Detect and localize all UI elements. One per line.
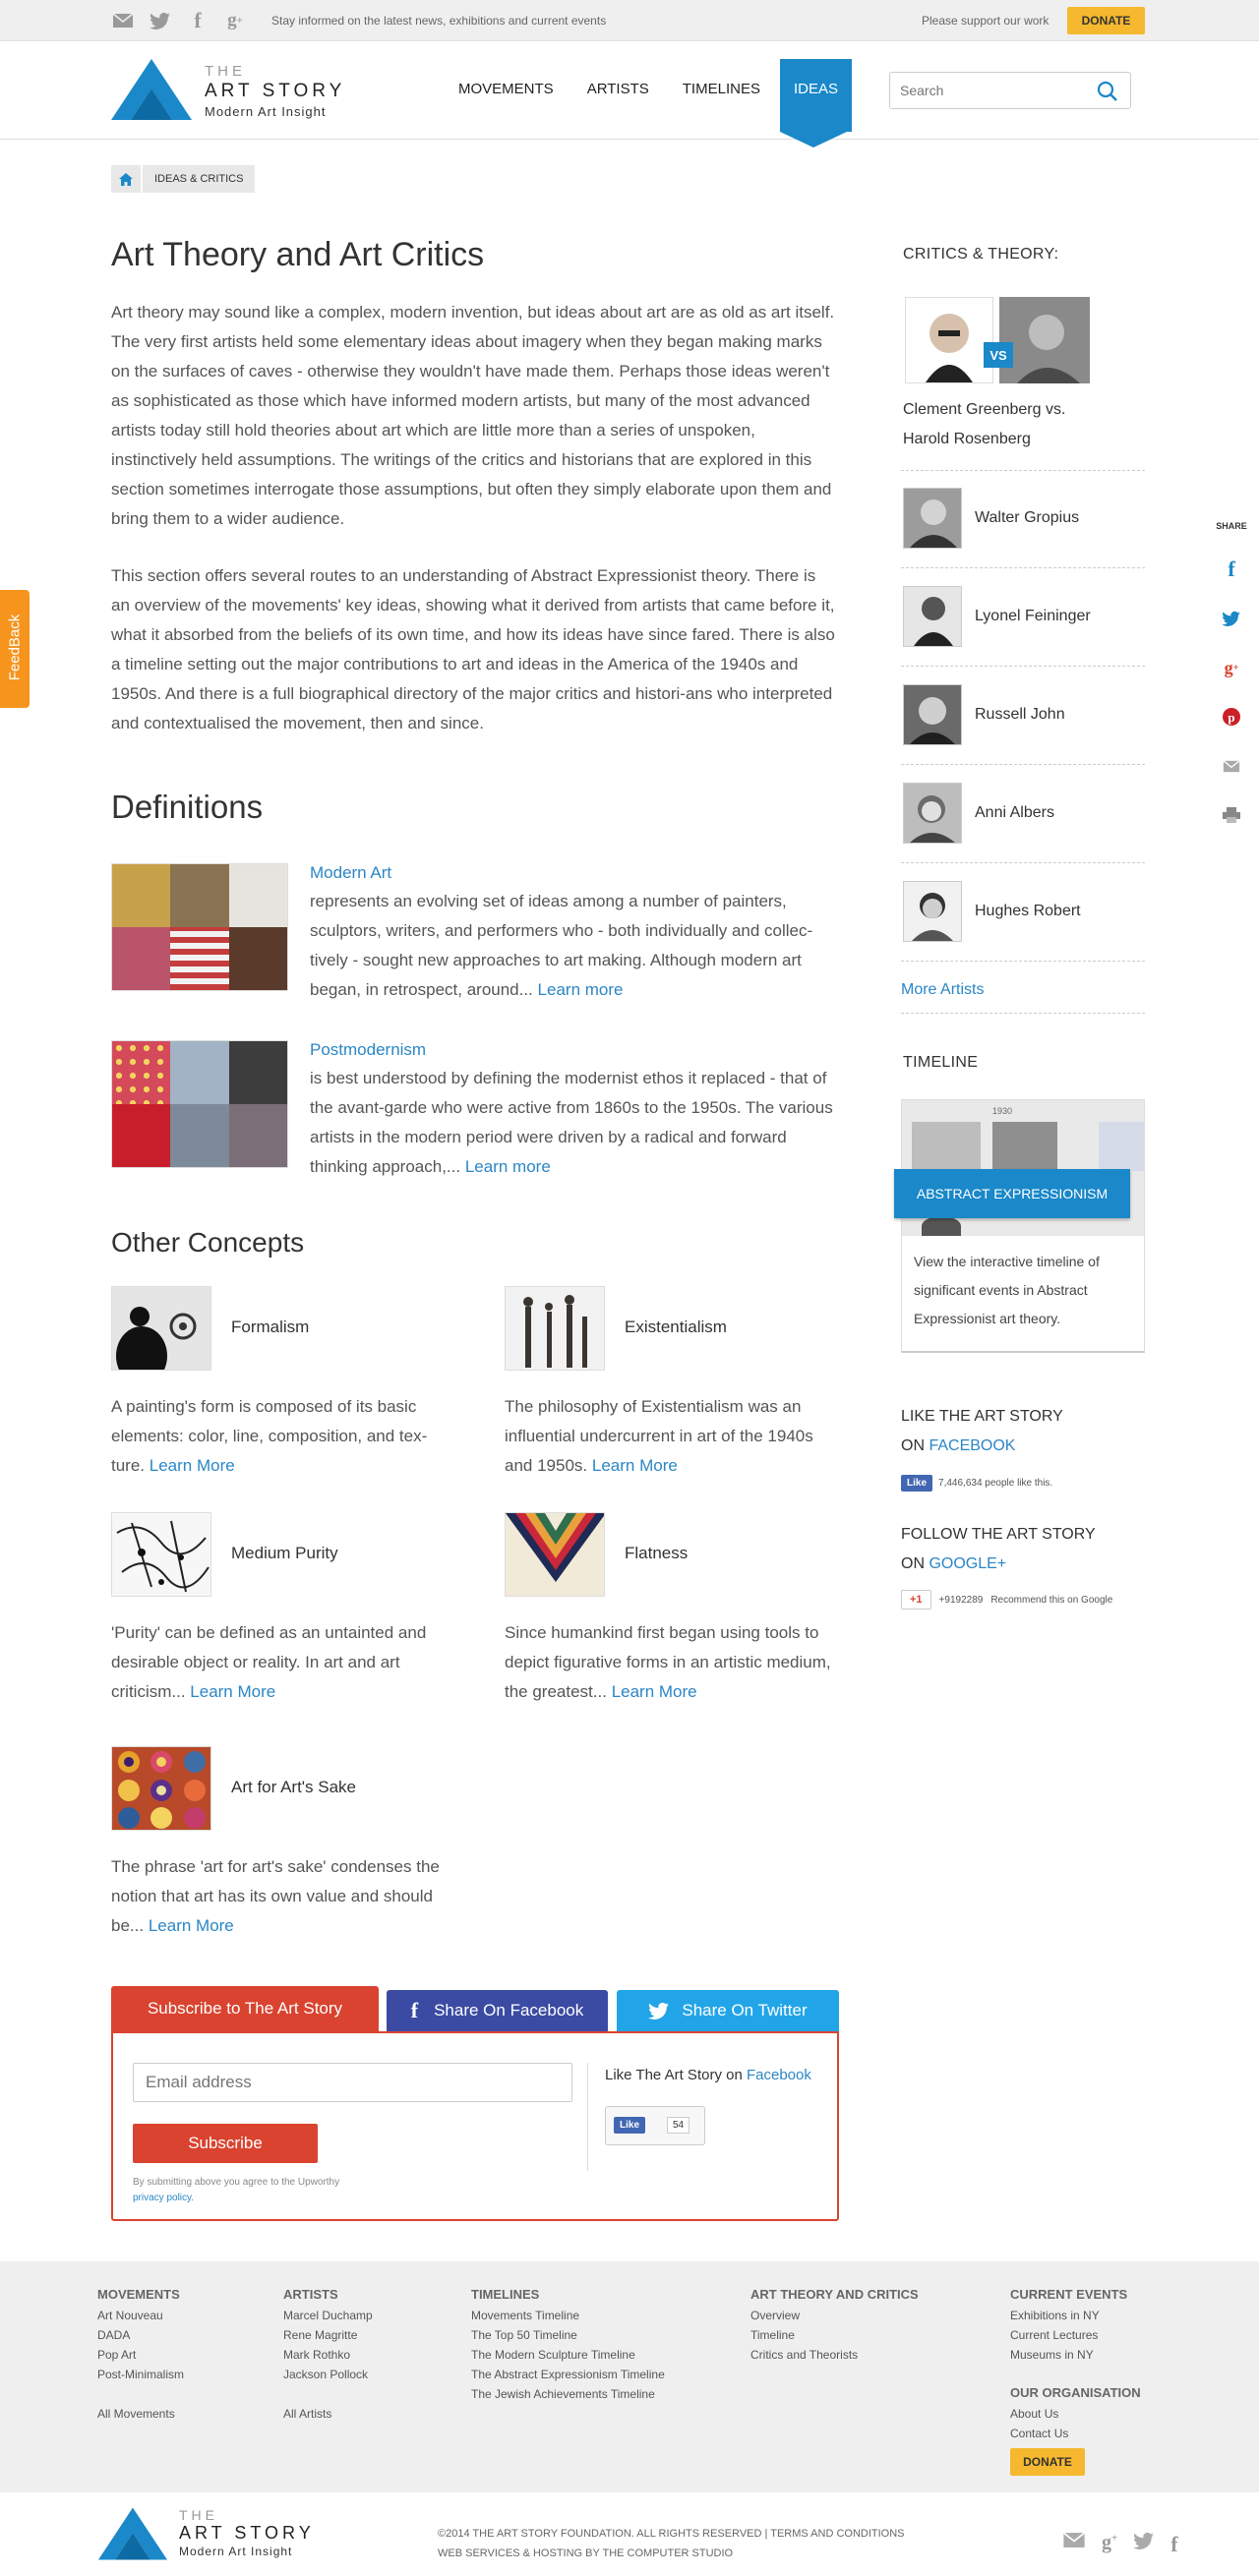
top-bar [0, 0, 1259, 41]
footer-logo[interactable] [98, 2507, 364, 2568]
flatness-text: Since humankind first began using tools to depict figurative forms in an artistic medium, the greatest... [505, 1623, 831, 1701]
subscribe-button[interactable]: Subscribe [133, 2124, 318, 2163]
timeline-heading: TIMELINE [903, 1054, 979, 1071]
google-follow-heading-line1: FOLLOW THE ART STORY [901, 1526, 1096, 1543]
hughes-robert-name: Hughes Robert [975, 903, 1081, 919]
header [0, 41, 1259, 140]
footer-link[interactable]: DADA [97, 2328, 131, 2342]
facebook-promo [605, 2067, 811, 2083]
nav-artists[interactable]: ARTISTS [586, 81, 649, 97]
facebook-like-count: 7,446,634 people like this. [938, 1477, 1053, 1489]
existentialism-text: The philosophy of Existentialism was an influential undercurrent in art of the 1940s and 1950s. [505, 1397, 813, 1475]
feedback-label: FeedBack [6, 614, 24, 681]
donate-button[interactable]: DONATE [1067, 7, 1145, 34]
critic-russell-john[interactable] [901, 667, 1145, 765]
main-nav [445, 41, 858, 140]
search-input[interactable] [900, 73, 1087, 108]
footer-link[interactable]: Post-Minimalism [97, 2368, 185, 2381]
footer-link[interactable]: Museums in NY [1010, 2348, 1094, 2362]
tagline: Stay informed on the latest news, exhibitions and current events [271, 14, 607, 28]
medium-purity-text: 'Purity' can be defined as an untainted and desirable object or reality. In art and art criticism... [111, 1623, 427, 1701]
footer-donate-button[interactable]: DONATE [1010, 2448, 1085, 2476]
share-label: SHARE [1216, 521, 1247, 531]
privacy-policy-link[interactable]: privacy policy. [133, 2193, 195, 2203]
modern-art-learn-more[interactable]: Learn more [537, 980, 624, 999]
logo-name: ART STORY [205, 81, 346, 101]
more-artists-link[interactable]: More Artists [901, 981, 985, 998]
google-plus-count: +9192289 [938, 1594, 984, 1606]
home-icon[interactable] [111, 165, 141, 193]
footer-link[interactable]: The Modern Sculpture Timeline [471, 2348, 635, 2362]
postmodernism-link[interactable]: Postmodernism [310, 1040, 427, 1059]
modern-art-description [310, 887, 839, 1005]
share-twitter-label: Share On Twitter [682, 2001, 808, 2020]
facebook-icon[interactable]: f [1170, 2532, 1178, 2556]
definition-postmodernism [111, 1040, 839, 1176]
hughes-robert-photo [903, 881, 962, 942]
footer-timelines [471, 2287, 665, 2404]
footer-organisation-heading: OUR ORGANISATION [1010, 2385, 1141, 2400]
footer-link[interactable]: The Abstract Expressionism Timeline [471, 2368, 665, 2381]
footer-link[interactable]: Contact Us [1010, 2427, 1069, 2440]
anni-albers-name: Anni Albers [975, 804, 1054, 821]
google-plus-widget [901, 1589, 1112, 1610]
subscribe-tabs [111, 1986, 839, 2031]
timeline-year: 1930 [992, 1106, 1013, 1116]
footer-link[interactable]: Current Lectures [1010, 2328, 1099, 2342]
breadcrumb [111, 165, 255, 193]
critic-walter-gropius[interactable] [901, 470, 1145, 568]
facebook-like-heading-line1: LIKE THE ART STORY [901, 1408, 1063, 1425]
footer-logo-subtitle: Modern Art Insight [179, 2545, 293, 2558]
featured-critics-link[interactable]: Clement Greenberg vs. Harold Rosenberg [903, 401, 1066, 447]
postmodernism-description [310, 1064, 839, 1182]
nav-timelines[interactable]: TIMELINES [682, 81, 760, 97]
footer-logo-the: THE [179, 2507, 218, 2523]
facebook-like-heading [901, 1402, 1063, 1461]
lyonel-feininger-photo [903, 586, 962, 647]
vs-badge: VS [984, 342, 1013, 368]
footer-logo-name: ART STORY [179, 2523, 315, 2543]
facebook-icon: f [410, 1998, 419, 2022]
logo-mark [98, 2507, 167, 2560]
footer-organisation [1010, 2385, 1141, 2443]
subscribe-terms [133, 2175, 339, 2206]
twitter-icon[interactable] [1133, 2532, 1155, 2557]
facebook-link[interactable]: FACEBOOK [929, 1437, 1016, 1454]
nav-movements[interactable]: MOVEMENTS [458, 81, 554, 97]
intro-paragraph-1: Art theory may sound like a complex, modern invention, but ideas about art are as old as art itself. The very first artists held some elementary ideas about imagery when they began making marks on the surfaces of caves - otherwise they wouldn't have made them. Perhaps those ideas weren't as sophisticated as those which have informed modern artists, but many of the most advanced artists today still hold theories about art which are little more than a series of unspoken, instinctively held assumptions. The writings of the critics and historians that are explored in this section sometimes interrogate those assumptions, but often they simply elaborate upon them and bring them to a wider audience. [111, 303, 835, 528]
medium-purity-learn-more[interactable]: Learn More [190, 1682, 276, 1701]
art-for-arts-sake-image[interactable] [111, 1746, 211, 1831]
critic-anni-albers[interactable] [901, 765, 1145, 863]
subscribe-box [111, 2031, 839, 2221]
footer-link[interactable]: Overview [750, 2309, 801, 2322]
art-for-arts-sake-text: The phrase 'art for art's sake' condenses the notion that art has its own value and should be... [111, 1857, 440, 1935]
critic-lyonel-feininger[interactable] [901, 568, 1145, 667]
share-facebook-button[interactable] [387, 1990, 608, 2031]
formalism-title[interactable]: Formalism [231, 1317, 310, 1336]
footer-events [1010, 2287, 1127, 2365]
google-plus-icon[interactable]: g+ [1102, 2532, 1118, 2553]
modern-art-text: represents an evolving set of ideas among a number of painters, sculptors, writers, and performers who - both individually and collec-tively - sought new approaches to art making. Although modern art began, in retrospect, around... [310, 892, 813, 999]
footer-link[interactable]: Rene Magritte [283, 2328, 358, 2342]
art-for-arts-sake-description [111, 1852, 450, 1941]
footer-link[interactable]: Exhibitions in NY [1010, 2309, 1100, 2322]
twitter-icon [648, 2002, 670, 2020]
logo[interactable] [111, 59, 377, 120]
copyright-text: ©2014 THE ART STORY FOUNDATION. ALL RIGHTS RESERVED | TERMS AND CONDITIONS [438, 2528, 905, 2540]
medium-purity-description [111, 1618, 450, 1707]
facebook-like-button[interactable]: Like [901, 1475, 932, 1492]
twitter-icon[interactable] [149, 10, 172, 31]
feedback-tab[interactable] [0, 590, 30, 708]
critic-hughes-robert[interactable] [901, 863, 1145, 962]
postmodernism-thumbnail[interactable] [111, 1040, 288, 1168]
facebook-promo-text: Like The Art Story on [605, 2067, 743, 2083]
email-input[interactable] [133, 2063, 572, 2102]
main-content [111, 236, 839, 1935]
email-icon[interactable] [111, 10, 135, 31]
footer-link[interactable]: Art Nouveau [97, 2309, 163, 2322]
breadcrumb-current: IDEAS & CRITICS [143, 165, 255, 193]
footer-link[interactable]: Movements Timeline [471, 2309, 580, 2322]
page-title: Art Theory and Art Critics [111, 236, 485, 273]
concepts-heading: Other Concepts [111, 1227, 305, 1258]
formalism-description [111, 1392, 450, 1481]
footer-theory-heading: ART THEORY AND CRITICS [750, 2287, 919, 2302]
footer-artists-heading: ARTISTS [283, 2287, 338, 2302]
subscribe-tab[interactable]: Subscribe to The Art Story [111, 1986, 379, 2031]
walter-gropius-photo [903, 488, 962, 549]
footer-link[interactable]: Pop Art [97, 2348, 137, 2362]
russell-john-photo [903, 684, 962, 745]
nav-ideas[interactable]: IDEAS [780, 59, 852, 132]
facebook-like-box [605, 2106, 705, 2145]
google-follow-heading-on: ON [901, 1555, 925, 1572]
email-icon[interactable] [1062, 2532, 1086, 2557]
facebook-like-widget [901, 1473, 1052, 1493]
email-icon[interactable] [1212, 741, 1251, 790]
anni-albers-photo [903, 783, 962, 844]
facebook-like-button[interactable]: Like [614, 2117, 645, 2134]
facebook-icon[interactable]: f [1228, 556, 1235, 581]
walter-gropius-name: Walter Gropius [975, 509, 1080, 526]
medium-purity-image[interactable] [111, 1512, 211, 1597]
logo-subtitle: Modern Art Insight [205, 104, 327, 119]
footer-link[interactable]: The Top 50 Timeline [471, 2328, 577, 2342]
lyonel-feininger-name: Lyonel Feininger [975, 608, 1091, 624]
footer-link[interactable]: Mark Rothko [283, 2348, 351, 2362]
flatness-description [505, 1618, 844, 1707]
google-follow-heading [901, 1520, 1096, 1579]
google-plus-text: Recommend this on Google [990, 1594, 1113, 1606]
formalism-learn-more[interactable]: Learn More [149, 1456, 235, 1475]
footer-theory [750, 2287, 919, 2365]
facebook-like-heading-on: ON [901, 1437, 925, 1454]
postmodernism-learn-more[interactable]: Learn more [464, 1157, 551, 1176]
existentialism-learn-more[interactable]: Learn More [591, 1456, 678, 1475]
print-icon[interactable] [1212, 790, 1251, 840]
footer-movements-heading: MOVEMENTS [97, 2287, 180, 2302]
footer-link[interactable]: Critics and Theorists [750, 2348, 859, 2362]
search-icon[interactable] [1097, 81, 1118, 102]
footer-link[interactable]: About Us [1010, 2407, 1059, 2421]
existentialism-description [505, 1392, 844, 1481]
flatness-learn-more[interactable]: Learn More [611, 1682, 697, 1701]
footer [0, 2261, 1259, 2492]
footer-all-artists[interactable]: All Artists [283, 2407, 332, 2421]
formalism-text: A painting's form is composed of its basic elements: color, line, composition, and tex-ture. [111, 1397, 428, 1475]
definitions-heading: Definitions [111, 789, 264, 825]
google-plus-link[interactable]: GOOGLE+ [929, 1555, 1007, 1572]
postmodernism-text: is best understood by defining the modernist ethos it replaced - that of the avant-garde who were active from 1860s to the 1950s. The various artists in the modern period were driven by a radical and forward thinking approach,... [310, 1069, 833, 1176]
timeline-banner: ABSTRACT EXPRESSIONISM [894, 1169, 1130, 1218]
footer-social-links [1062, 2532, 1178, 2557]
hosting-text: WEB SERVICES & HOSTING BY THE COMPUTER STUDIO [438, 2547, 734, 2559]
existentialism-title[interactable]: Existentialism [625, 1317, 727, 1336]
footer-all-movements[interactable]: All Movements [97, 2407, 175, 2421]
copyright [438, 2524, 905, 2563]
google-plus-icon[interactable]: g + [227, 10, 243, 30]
footer-link[interactable]: The Jewish Achievements Timeline [471, 2387, 655, 2401]
timeline-description: View the interactive timeline of significant events in Abstract Expressionist art theory. [914, 1254, 1100, 1326]
twitter-icon[interactable] [1212, 594, 1251, 643]
footer-timelines-heading: TIMELINES [471, 2287, 540, 2302]
russell-john-name: Russell John [975, 706, 1065, 723]
footer-movements [97, 2287, 184, 2424]
footer-events-heading: CURRENT EVENTS [1010, 2287, 1128, 2302]
footer-link[interactable]: Jackson Pollock [283, 2368, 369, 2381]
logo-the: THE [205, 63, 246, 80]
flatness-title[interactable]: Flatness [625, 1544, 689, 1562]
modern-art-thumbnail[interactable] [111, 863, 288, 991]
google-plus-icon[interactable]: g + [1224, 657, 1239, 677]
svg-text:p: p [1228, 710, 1235, 725]
footer-link[interactable]: Timeline [750, 2328, 795, 2342]
support-text: Please support our work [922, 14, 1049, 28]
terms-text: By submitting above you agree to the Upworthy [133, 2177, 340, 2188]
featured-critics-image[interactable] [905, 297, 1090, 383]
footer-link[interactable]: Marcel Duchamp [283, 2309, 373, 2322]
search-box [889, 72, 1131, 109]
logo-mark [111, 59, 192, 120]
bottom-bar [0, 2492, 1259, 2576]
pinterest-icon[interactable] [1212, 692, 1251, 741]
social-links [111, 10, 247, 31]
google-plus-one-button[interactable]: +1 [901, 1590, 931, 1610]
formalism-image[interactable] [111, 1286, 211, 1371]
footer-artists [283, 2287, 373, 2424]
critics-heading: CRITICS & THEORY: [903, 246, 1059, 263]
divider [587, 2063, 588, 2171]
medium-purity-title[interactable]: Medium Purity [231, 1544, 338, 1562]
modern-art-link[interactable]: Modern Art [310, 863, 392, 882]
flatness-image[interactable] [505, 1512, 605, 1597]
intro-paragraph-2: This section offers several routes to an understanding of Abstract Expressionist theory. There is an overview of the movements' key ideas, showing what it derived from artists that came before it, what it absorbed from the beliefs of its own time, and how its ideas have since fared. There is also a timeline setting out the major contributions to art and ideas in the America of the 1940s and 1950s. And there is a full biographical directory of the major critics and histori-ans who interpreted and contextualised the movement, then and since. [111, 566, 835, 732]
facebook-like-count: 54 [667, 2117, 689, 2134]
share-facebook-label: Share On Facebook [434, 2001, 584, 2020]
facebook-promo-link[interactable]: Facebook [746, 2067, 811, 2083]
share-rail [1212, 521, 1251, 840]
timeline-widget[interactable] [901, 1099, 1145, 1353]
art-for-arts-sake-learn-more[interactable]: Learn More [148, 1916, 234, 1935]
definition-modern-art [111, 863, 839, 999]
existentialism-image[interactable] [505, 1286, 605, 1371]
share-twitter-button[interactable] [617, 1990, 839, 2031]
art-for-arts-sake-title[interactable]: Art for Art's Sake [231, 1778, 357, 1796]
facebook-icon[interactable]: f [194, 8, 202, 32]
